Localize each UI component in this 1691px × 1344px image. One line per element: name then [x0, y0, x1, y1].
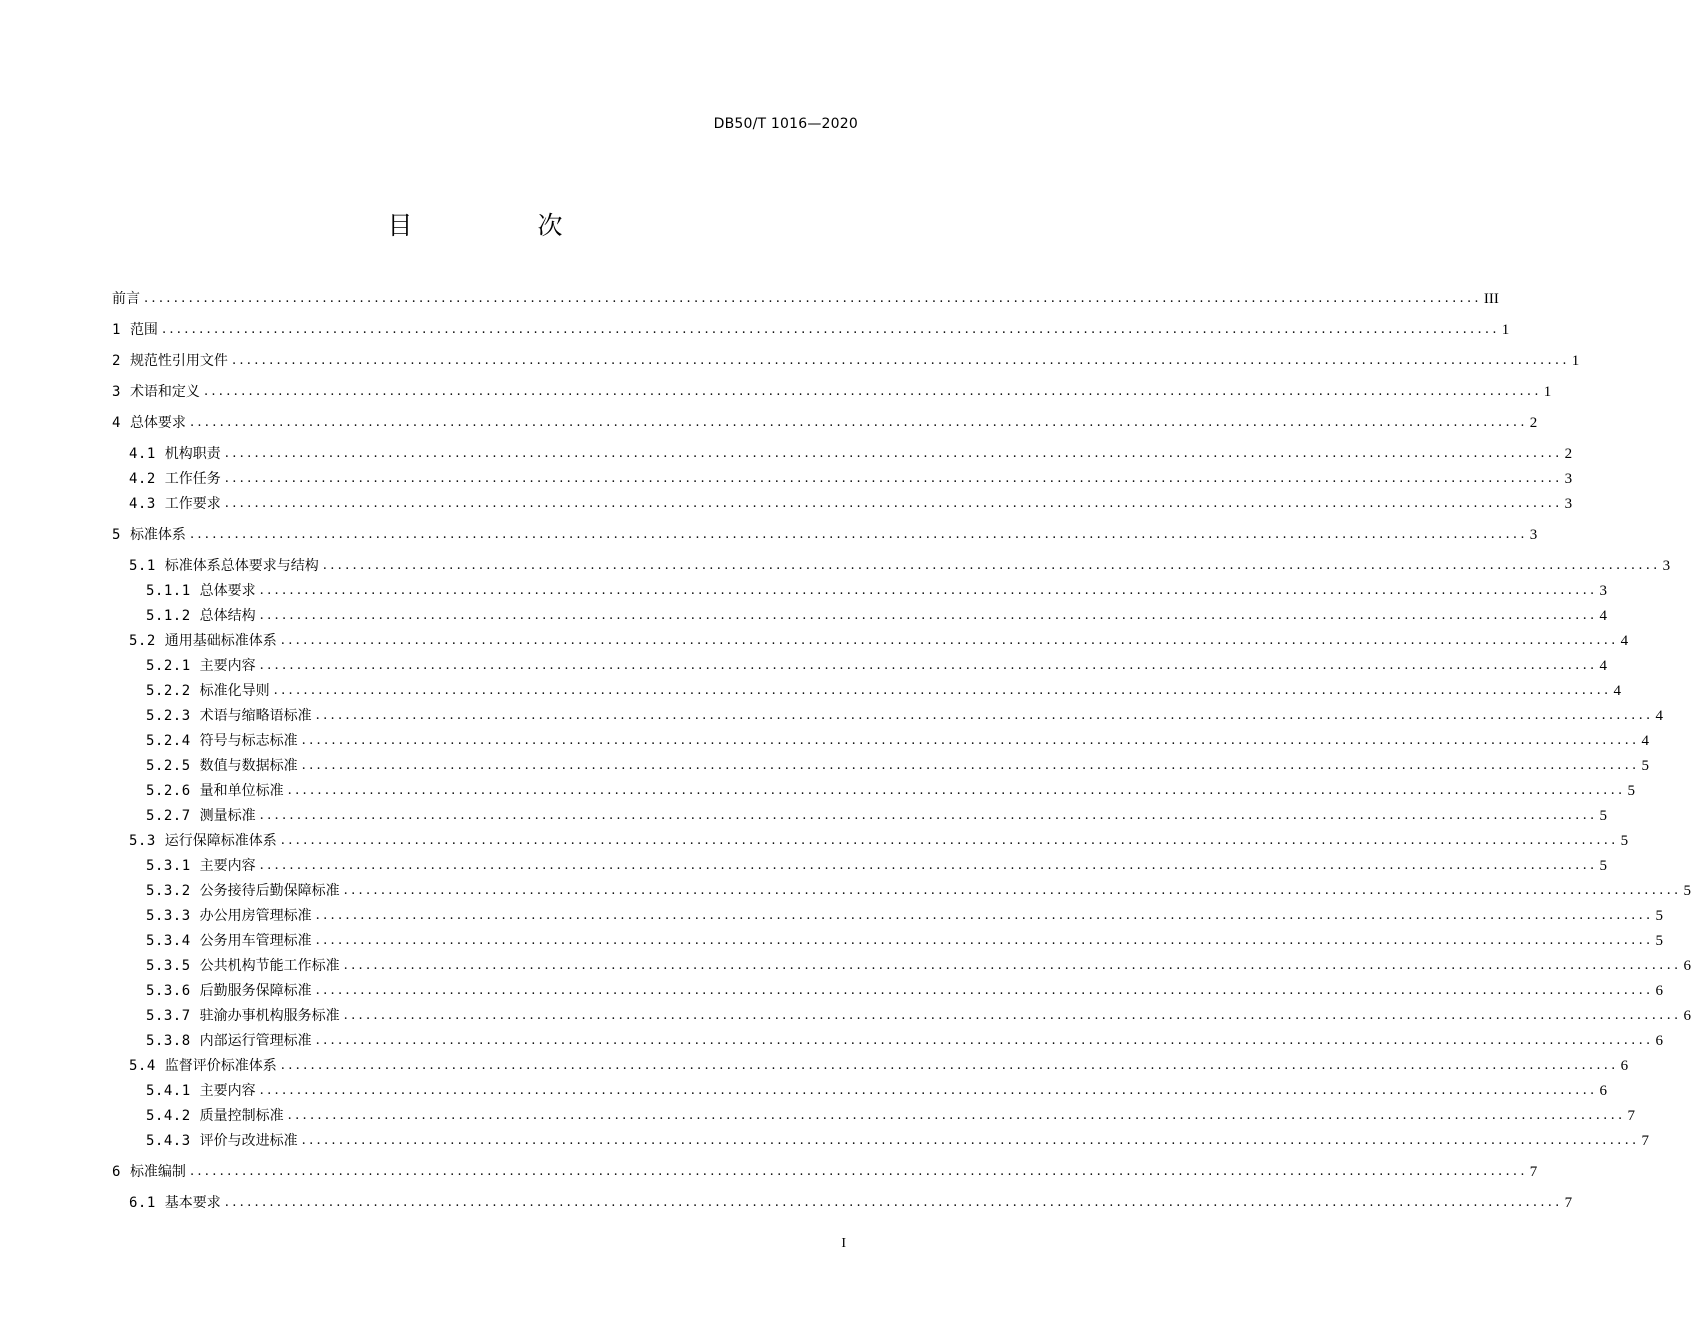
toc-entry-title: 总体要求 — [199, 583, 256, 599]
toc-entry-page: 4 — [1599, 658, 1607, 674]
toc-entry[interactable] — [0, 468, 1573, 488]
toc-entry-title: 总体要求 — [129, 415, 186, 431]
toc-entry-number: 5.2.2 — [146, 683, 191, 699]
toc-entry-label — [146, 1107, 284, 1125]
toc-entry-page: 3 — [1564, 496, 1573, 512]
toc-entry-label — [146, 882, 340, 900]
toc-entry-label — [112, 1163, 186, 1181]
toc-entry[interactable] — [0, 880, 1691, 900]
toc-entry-page: 4 — [1620, 633, 1629, 649]
toc-entry-number: 5.4 — [129, 1058, 156, 1074]
toc-leader-dots: .................................................................................................................................................................................... — [144, 291, 1482, 306]
toc-entry-label — [146, 1032, 312, 1050]
toc-leader-dots: .................................................................................................................................................................................... — [280, 1058, 1619, 1073]
toc-entry-title: 机构职责 — [164, 446, 221, 462]
toc-entry-label — [146, 582, 256, 600]
toc-leader-dots: .................................................................................................................................................................................... — [301, 733, 1640, 748]
document-code: DB50/T 1016—2020 — [713, 116, 858, 132]
toc-entry[interactable] — [0, 319, 1510, 339]
toc-entry-number: 4 — [112, 415, 121, 431]
toc-leader-dots: .................................................................................................................................................................................... — [315, 908, 1654, 923]
toc-entry[interactable] — [0, 580, 1607, 600]
toc-entry[interactable] — [0, 1105, 1635, 1125]
toc-entry-number: 6 — [112, 1164, 121, 1180]
toc-entry-number: 5.2.6 — [146, 783, 191, 799]
toc-leader-dots: .................................................................................................................................................................................... — [343, 1008, 1682, 1023]
toc-entry-page: 5 — [1641, 758, 1649, 774]
toc-entry-number: 4.3 — [129, 496, 156, 512]
toc-entry-label — [146, 607, 256, 625]
toc-leader-dots: .................................................................................................................................................................................... — [189, 527, 1528, 542]
page-title: 目 次 — [387, 211, 613, 240]
toc-entry-title: 前言 — [112, 291, 140, 307]
toc-entry-number: 5.3.2 — [146, 883, 191, 899]
toc-entry-label — [129, 632, 277, 650]
toc-entry-number: 5.3.6 — [146, 983, 191, 999]
toc-leader-dots: .................................................................................................................................................................................... — [259, 808, 1598, 823]
toc-entry-title: 测量标准 — [199, 808, 256, 824]
toc-entry-title: 内部运行管理标准 — [199, 1033, 312, 1049]
toc-entry-title: 驻渝办事机构服务标准 — [199, 1008, 340, 1024]
toc-entry-title: 标准体系总体要求与结构 — [164, 558, 319, 574]
toc-entry-page: 2 — [1564, 446, 1573, 462]
toc-entry-page: 5 — [1683, 883, 1691, 899]
toc-entry-page: 6 — [1683, 958, 1691, 974]
toc-leader-dots: .................................................................................................................................................................................... — [343, 883, 1682, 898]
toc-entry-number: 5.3.5 — [146, 958, 191, 974]
toc-entry-label — [129, 1194, 221, 1212]
toc-entry[interactable] — [0, 288, 1499, 308]
toc-entry-title: 办公用房管理标准 — [199, 908, 312, 924]
toc-entry-number: 5.2 — [129, 633, 156, 649]
toc-entry-number: 4.1 — [129, 446, 156, 462]
toc-leader-dots: .................................................................................................................................................................................... — [259, 583, 1598, 598]
toc-entry[interactable] — [0, 1161, 1538, 1181]
toc-entry-title: 公共机构节能工作标准 — [199, 958, 340, 974]
toc-entry[interactable] — [0, 780, 1635, 800]
toc-entry-page: 6 — [1655, 1033, 1663, 1049]
toc-entry-title: 标准化导则 — [199, 683, 270, 699]
toc-entry-number: 5.4.3 — [146, 1133, 191, 1149]
toc-entry-number: 5.1 — [129, 558, 156, 574]
toc-entry-number: 5.2.5 — [146, 758, 191, 774]
toc-entry-title: 标准编制 — [129, 1164, 186, 1180]
toc-entry-label — [146, 657, 256, 675]
toc-leader-dots: .................................................................................................................................................................................... — [315, 933, 1654, 948]
toc-entry[interactable] — [0, 980, 1663, 1000]
toc-entry-page: 3 — [1599, 583, 1607, 599]
toc-entry-page: 2 — [1529, 415, 1538, 431]
toc-entry-label — [146, 1132, 298, 1150]
toc-entry-number: 5.1.1 — [146, 583, 191, 599]
toc-entry-label — [146, 932, 312, 950]
toc-entry[interactable] — [0, 630, 1629, 650]
toc-entry-number: 1 — [112, 322, 121, 338]
toc-entry-label — [146, 907, 312, 925]
toc-entry-title: 范围 — [129, 322, 158, 338]
toc-entry-page: 7 — [1529, 1164, 1538, 1180]
toc-leader-dots: .................................................................................................................................................................................... — [322, 558, 1661, 573]
toc-entry-page: 1 — [1501, 322, 1510, 338]
toc-leader-dots: .................................................................................................................................................................................... — [231, 353, 1570, 368]
toc-entry-title: 数值与数据标准 — [199, 758, 298, 774]
toc-entry-title: 符号与标志标准 — [199, 733, 298, 749]
toc-entry-number: 5.3.1 — [146, 858, 191, 874]
toc-leader-dots: .................................................................................................................................................................................... — [287, 783, 1626, 798]
toc-entry-number: 5.2.1 — [146, 658, 191, 674]
toc-entry-page: 4 — [1599, 608, 1607, 624]
toc-entry-page: 5 — [1627, 783, 1635, 799]
toc-entry[interactable] — [0, 1055, 1629, 1075]
toc-entry[interactable] — [0, 680, 1621, 700]
toc-entry-label — [146, 782, 284, 800]
toc-leader-dots: .................................................................................................................................................................................... — [343, 958, 1682, 973]
toc-leader-dots: .................................................................................................................................................................................... — [259, 658, 1598, 673]
toc-leader-dots: .................................................................................................................................................................................... — [315, 983, 1654, 998]
toc-leader-dots: .................................................................................................................................................................................... — [259, 1083, 1598, 1098]
toc-entry-title: 工作要求 — [164, 496, 221, 512]
toc-entry-page: 5 — [1620, 833, 1629, 849]
toc-entry-title: 主要内容 — [199, 858, 256, 874]
toc-entry-label — [146, 707, 312, 725]
toc-entry-label — [129, 1057, 277, 1075]
toc-entry-page: 5 — [1655, 933, 1663, 949]
toc-entry-number: 2 — [112, 353, 121, 369]
toc-entry-title: 术语与缩略语标准 — [199, 708, 312, 724]
toc-leader-dots: .................................................................................................................................................................................... — [273, 683, 1612, 698]
toc-entry[interactable] — [0, 1192, 1573, 1212]
toc-entry-page: 6 — [1599, 1083, 1607, 1099]
toc-entry-page: 6 — [1620, 1058, 1629, 1074]
toc-entry-number: 5.3.4 — [146, 933, 191, 949]
toc-entry[interactable] — [0, 605, 1607, 625]
toc-entry-label — [129, 470, 221, 488]
toc-entry[interactable] — [0, 1080, 1607, 1100]
toc-entry-number: 5.2.3 — [146, 708, 191, 724]
toc-entry-title: 运行保障标准体系 — [164, 833, 277, 849]
toc-entry-title: 术语和定义 — [129, 384, 200, 400]
toc-entry-label — [112, 352, 228, 370]
toc-entry-number: 5.3.7 — [146, 1008, 191, 1024]
toc-entry-title: 量和单位标准 — [199, 783, 284, 799]
toc-leader-dots: .................................................................................................................................................................................... — [301, 758, 1640, 773]
toc-entry[interactable] — [0, 350, 1580, 370]
toc-entry-label — [112, 414, 186, 432]
toc-leader-dots: .................................................................................................................................................................................... — [189, 1164, 1528, 1179]
toc-entry-title: 质量控制标准 — [199, 1108, 284, 1124]
toc-entry-page: 7 — [1627, 1108, 1635, 1124]
toc-entry[interactable] — [0, 412, 1538, 432]
toc-entry-page: III — [1483, 291, 1499, 307]
toc-entry-title: 主要内容 — [199, 658, 256, 674]
toc-leader-dots: .................................................................................................................................................................................... — [280, 633, 1619, 648]
toc-entry-label — [146, 682, 270, 700]
toc-entry-label — [146, 807, 256, 825]
toc-entry[interactable] — [0, 1130, 1649, 1150]
toc-leader-dots: .................................................................................................................................................................................... — [224, 496, 1563, 511]
toc-entry-label — [146, 857, 256, 875]
page-number: I — [841, 1236, 846, 1251]
toc-entry[interactable] — [0, 655, 1607, 675]
toc-entry-page: 4 — [1641, 733, 1649, 749]
toc-entry-label — [112, 526, 186, 544]
toc-entry[interactable] — [0, 381, 1552, 401]
toc-entry-label — [112, 321, 158, 339]
toc-entry-label — [146, 957, 340, 975]
toc-leader-dots: .................................................................................................................................................................................... — [259, 608, 1598, 623]
toc-entry-label — [146, 1007, 340, 1025]
toc-entry-page: 4 — [1655, 708, 1663, 724]
toc-entry-number: 5.2.4 — [146, 733, 191, 749]
toc-entry-page: 3 — [1662, 558, 1671, 574]
toc-entry-number: 5.1.2 — [146, 608, 191, 624]
toc-entry-number: 5.4.2 — [146, 1108, 191, 1124]
toc-entry-title: 主要内容 — [199, 1083, 256, 1099]
toc-entry-page: 5 — [1599, 808, 1607, 824]
toc-entry-label — [112, 383, 200, 401]
toc-entry[interactable] — [0, 955, 1691, 975]
toc-entry-page: 3 — [1529, 527, 1538, 543]
toc-entry[interactable] — [0, 755, 1649, 775]
toc-entry-title: 工作任务 — [164, 471, 221, 487]
toc-entry-number: 5.3.3 — [146, 908, 191, 924]
toc-entry-page: 6 — [1683, 1008, 1691, 1024]
toc-entry-label — [129, 832, 277, 850]
toc-entry[interactable] — [0, 493, 1573, 513]
toc-entry-title: 公务接待后勤保障标准 — [199, 883, 340, 899]
toc-leader-dots: .................................................................................................................................................................................... — [203, 384, 1542, 399]
toc-entry-label — [129, 557, 319, 575]
toc-entry-label — [129, 445, 221, 463]
toc-leader-dots: .................................................................................................................................................................................... — [161, 322, 1500, 337]
toc-entry[interactable] — [0, 443, 1573, 463]
toc-entry-page: 4 — [1613, 683, 1621, 699]
toc-entry[interactable] — [0, 524, 1538, 544]
toc-entry-page: 5 — [1655, 908, 1663, 924]
toc-entry-label — [129, 495, 221, 513]
toc-entry[interactable] — [0, 555, 1671, 575]
toc-entry-page: 1 — [1571, 353, 1580, 369]
toc-entry-number: 5.4.1 — [146, 1083, 191, 1099]
toc-entry[interactable] — [0, 805, 1607, 825]
toc-leader-dots: .................................................................................................................................................................................... — [224, 471, 1563, 486]
toc-entry[interactable] — [0, 930, 1663, 950]
toc-entry-label — [146, 757, 298, 775]
toc-entry-number: 3 — [112, 384, 121, 400]
toc-entry-page: 5 — [1599, 858, 1607, 874]
toc-entry-number: 4.2 — [129, 471, 156, 487]
toc-entry[interactable] — [0, 830, 1629, 850]
toc-entry-title: 通用基础标准体系 — [164, 633, 277, 649]
toc-entry-page: 3 — [1564, 471, 1573, 487]
toc-entry-page: 7 — [1564, 1195, 1573, 1211]
toc-entry-title: 总体结构 — [199, 608, 256, 624]
toc-leader-dots: .................................................................................................................................................................................... — [280, 833, 1619, 848]
toc-entry[interactable] — [0, 730, 1649, 750]
toc-entry-title: 规范性引用文件 — [129, 353, 228, 369]
toc-entry[interactable] — [0, 905, 1663, 925]
toc-entry-page: 1 — [1543, 384, 1552, 400]
toc-entry-title: 基本要求 — [164, 1195, 221, 1211]
toc-leader-dots: .................................................................................................................................................................................... — [224, 446, 1563, 461]
toc-entry-label — [146, 1082, 256, 1100]
toc-entry-label — [146, 732, 298, 750]
toc-entry-page: 6 — [1655, 983, 1663, 999]
toc-entry-number: 5.2.7 — [146, 808, 191, 824]
toc-entry[interactable] — [0, 1005, 1691, 1025]
toc-leader-dots: .................................................................................................................................................................................... — [315, 708, 1654, 723]
toc-leader-dots: .................................................................................................................................................................................... — [259, 858, 1598, 873]
toc-leader-dots: .................................................................................................................................................................................... — [224, 1195, 1563, 1210]
toc-leader-dots: .................................................................................................................................................................................... — [301, 1133, 1640, 1148]
toc-entry[interactable] — [0, 855, 1607, 875]
toc-entry-title: 后勤服务保障标准 — [199, 983, 312, 999]
toc-entry-page: 7 — [1641, 1133, 1649, 1149]
toc-leader-dots: .................................................................................................................................................................................... — [287, 1108, 1626, 1123]
toc-entry-number: 5 — [112, 527, 121, 543]
toc-entry-number: 6.1 — [129, 1195, 156, 1211]
toc-entry-title: 标准体系 — [129, 527, 186, 543]
toc-entry[interactable] — [0, 705, 1663, 725]
toc-leader-dots: .................................................................................................................................................................................... — [189, 415, 1528, 430]
toc-entry-label — [146, 982, 312, 1000]
toc-entry-number: 5.3.8 — [146, 1033, 191, 1049]
toc-leader-dots: .................................................................................................................................................................................... — [315, 1033, 1654, 1048]
toc-entry-title: 监督评价标准体系 — [164, 1058, 277, 1074]
toc-entry-label — [112, 290, 140, 308]
toc-entry-number: 5.3 — [129, 833, 156, 849]
toc-entry-title: 公务用车管理标准 — [199, 933, 312, 949]
toc-entry[interactable] — [0, 1030, 1663, 1050]
toc-entry-title: 评价与改进标准 — [199, 1133, 298, 1149]
